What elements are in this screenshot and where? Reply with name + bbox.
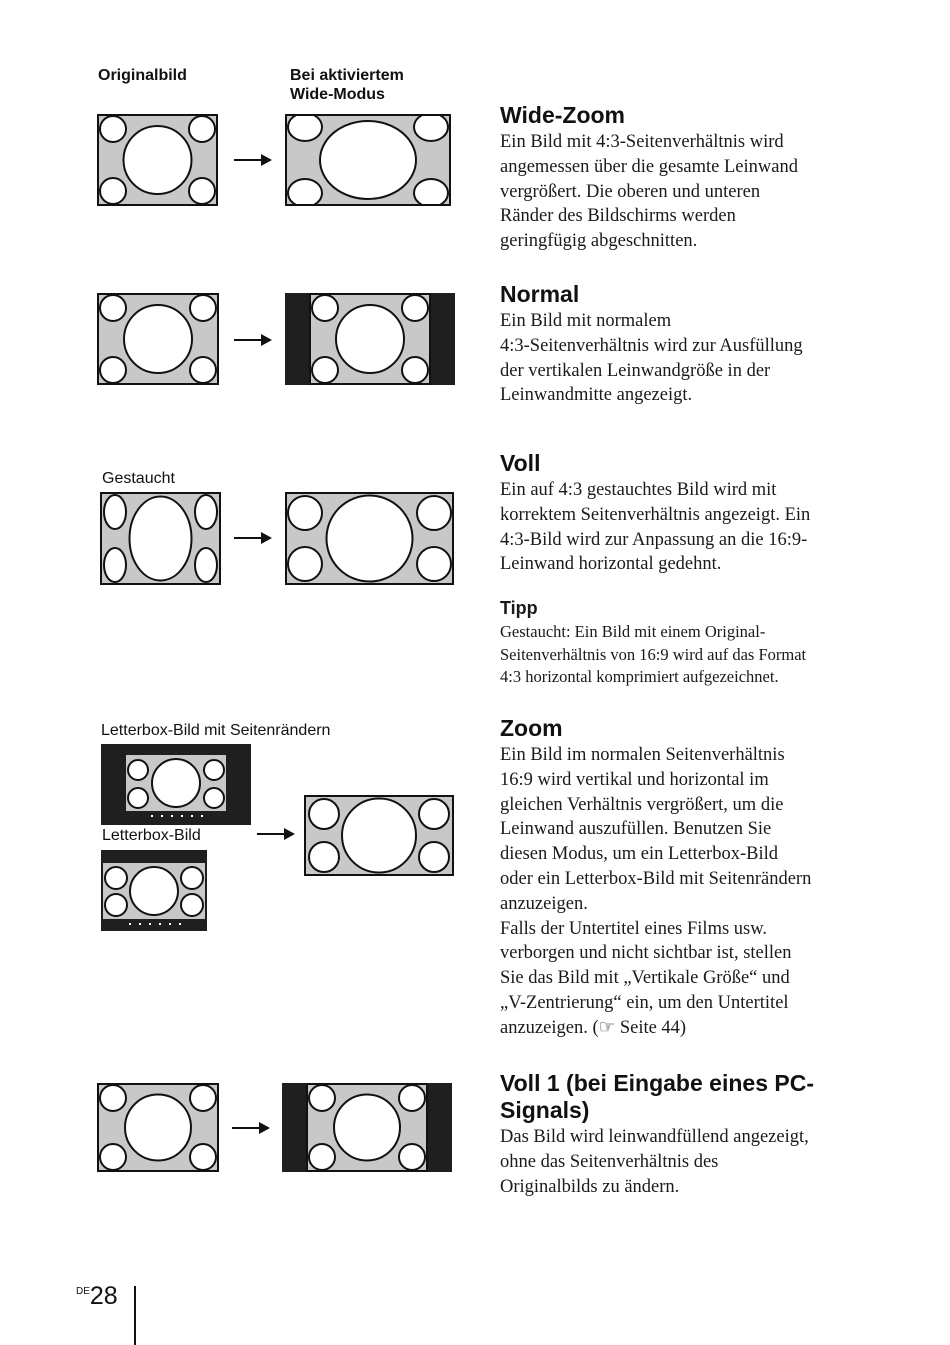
section-title: Normal — [500, 281, 580, 307]
text-line: Gestaucht: Ein Bild mit einem Original- — [500, 622, 766, 641]
section-body — [500, 478, 870, 577]
section-body — [500, 1125, 870, 1199]
section-voll1 — [500, 1070, 870, 1199]
diagram-original-4-3-wide-zoom — [97, 114, 218, 206]
text-line: ohne das Seitenverhältnis des — [500, 1151, 719, 1172]
diagram-original-voll1 — [97, 1083, 219, 1172]
diagram-gestaucht — [100, 492, 221, 585]
page-divider — [134, 1286, 136, 1345]
label-originalbild: Originalbild — [98, 67, 187, 84]
label-wide-modus-line2: Wide-Modus — [290, 86, 385, 103]
section-wide-zoom — [500, 102, 870, 254]
text-line: 4:3 horizontal komprimiert aufgezeichnet. — [500, 667, 779, 686]
text-line: 4:3-Seitenverhältnis wird zur Ausfüllung — [500, 335, 803, 356]
text-line: 16:9 wird vertikal und horizontal im — [500, 769, 769, 790]
text-line: Ein Bild mit normalem — [500, 311, 672, 331]
text-line: Ränder des Bildschirms werden — [500, 206, 736, 227]
section-body — [500, 309, 870, 408]
label-gestaucht: Gestaucht — [102, 470, 175, 487]
text-line: Leinwandmitte angezeigt. — [500, 385, 693, 406]
text-line: vergrößert. Die oberen und unteren — [500, 181, 761, 202]
text-line: Ein Bild im normalen Seitenverhältnis — [500, 745, 785, 765]
section-voll — [500, 450, 870, 577]
text-line: diesen Modus, um ein Letterbox-Bild — [500, 844, 778, 865]
page-language-code: DE — [76, 1286, 90, 1297]
label-letterbox: Letterbox-Bild — [102, 827, 201, 844]
section-zoom — [500, 715, 870, 1041]
text-line: Das Bild wird leinwandfüllend angezeigt, — [500, 1127, 809, 1147]
text-line: Ein Bild mit 4:3-Seitenverhältnis wird — [500, 132, 784, 152]
text-line: Seitenverhältnis von 16:9 wird auf das Format — [500, 644, 807, 664]
arrow-right-icon — [233, 530, 273, 546]
section-title: Zoom — [500, 715, 563, 741]
text-line: anzuzeigen. — [500, 893, 588, 914]
section-tipp — [500, 597, 870, 689]
text-line: Leinwand horizontal gedehnt. — [500, 554, 722, 575]
arrow-right-icon — [233, 332, 273, 348]
text-line: anzuzeigen. (☞ Seite 44) — [500, 1017, 687, 1038]
tipp-title: Tipp — [500, 598, 538, 618]
tipp-body — [500, 621, 870, 689]
text-line: „V-Zentrierung“ ein, um den Untertitel — [500, 992, 789, 1013]
text-line: geringfügig abgeschnitten. — [500, 231, 698, 252]
text-line: Falls der Untertitel eines Films usw. — [500, 918, 768, 939]
diagram-original-4-3-normal — [97, 293, 219, 385]
arrow-right-icon — [233, 152, 273, 168]
label-wide-modus-line1: Bei aktiviertem — [290, 67, 404, 84]
section-title-line1: Voll 1 (bei Eingabe eines PC- — [500, 1070, 814, 1096]
section-title — [500, 1070, 870, 1124]
diagram-wide-zoom-result — [285, 114, 451, 206]
diagram-letterbox-with-side-bars — [101, 744, 251, 825]
text-line: Originalbilds zu ändern. — [500, 1176, 680, 1197]
diagram-zoom-result — [304, 795, 454, 876]
section-body — [500, 130, 870, 254]
diagram-normal-result — [285, 293, 455, 385]
diagram-voll1-result — [282, 1083, 452, 1172]
text-line: angemessen über die gesamte Leinwand — [500, 156, 798, 177]
section-body — [500, 743, 870, 1041]
arrow-right-icon — [256, 826, 296, 842]
label-letterbox-seitenraender: Letterbox-Bild mit Seitenrändern — [101, 722, 331, 739]
section-title: Wide-Zoom — [500, 102, 625, 128]
page-number-value: 28 — [89, 1282, 118, 1310]
text-line: korrektem Seitenverhältnis angezeigt. Ein — [500, 504, 811, 525]
text-line: der vertikalen Leinwandgröße in der — [500, 360, 771, 381]
section-title-line2: Signals) — [500, 1097, 590, 1123]
section-normal — [500, 281, 870, 408]
section-title: Voll — [500, 450, 541, 476]
label-wide-modus — [290, 66, 404, 104]
text-line: oder ein Letterbox-Bild mit Seitenrändern — [500, 868, 812, 889]
page-number — [76, 1282, 118, 1311]
text-line: Sie das Bild mit „Vertikale Größe“ und — [500, 968, 790, 989]
diagram-voll-result — [285, 492, 454, 585]
text-line: verborgen und nicht sichtbar ist, stellen — [500, 943, 792, 964]
text-line: Ein auf 4:3 gestauchtes Bild wird mit — [500, 480, 777, 500]
arrow-right-icon — [231, 1120, 271, 1136]
text-line: Leinwand auszufüllen. Benutzen Sie — [500, 819, 772, 840]
diagram-letterbox — [101, 850, 207, 931]
text-line: gleichen Verhältnis vergrößert, um die — [500, 794, 784, 815]
text-line: 4:3-Bild wird zur Anpassung an die 16:9- — [500, 529, 808, 550]
